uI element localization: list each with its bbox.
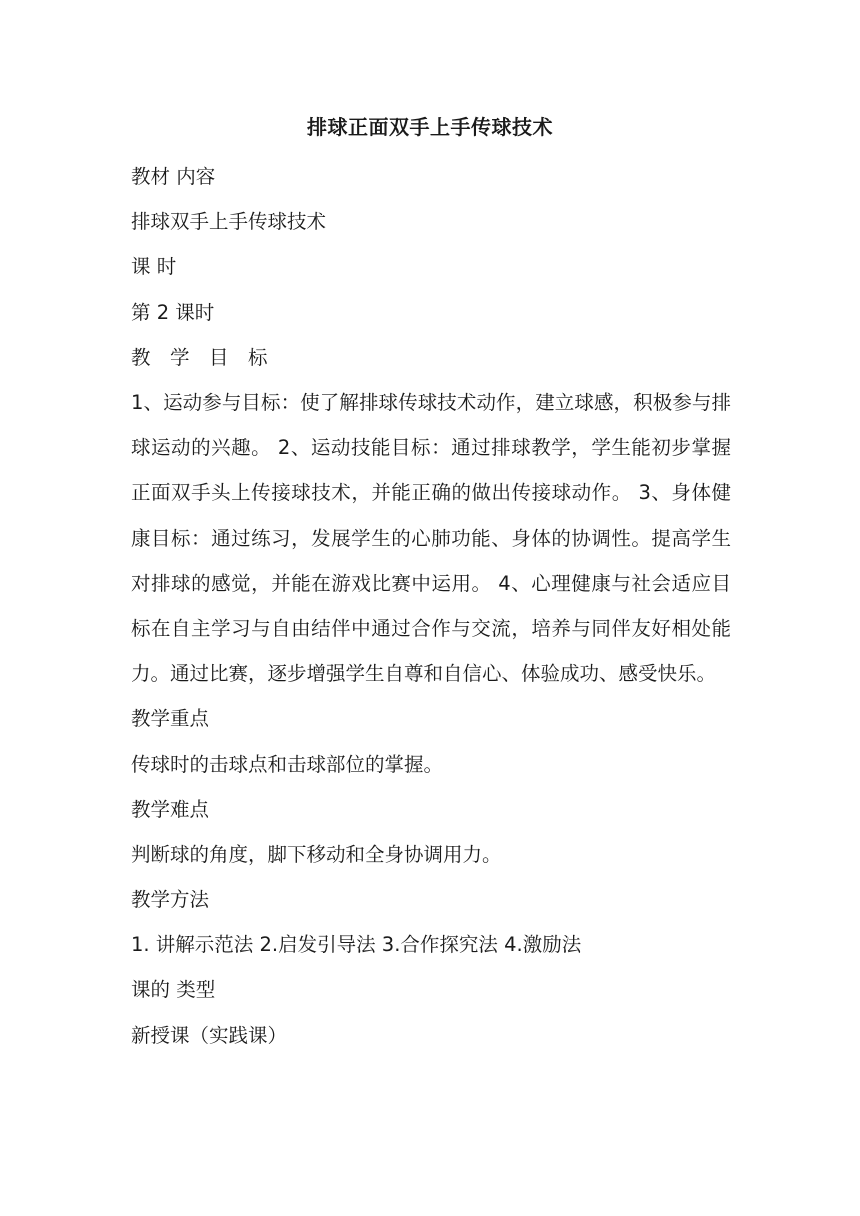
section-heading-lesson-type: 课的 类型 bbox=[131, 978, 216, 1002]
section-body-objectives: 1、运动参与目标：使了解排球传球技术动作，建立球感，积极参与排球运动的兴趣。 2、运动技能目标：通过排球教学，学生能初步掌握正面双手头上传接球技术，并能正确的做出传接球动作。 3、身体健康目标：通过练习，发展学生的心肺功能、身体的协调性。提高学生对排球的感觉，并能在游戏比赛中运用。 4、心理健康与社会适应目标在自主学习与自由结伴中通过合作与交流，培养与同伴友好相处能力。通过比赛，逐步增强学生自尊和自信心、体验成功、感受快乐。 bbox=[131, 390, 731, 686]
section-body-lesson-type: 新授课（实践课） bbox=[131, 1023, 288, 1047]
section-body-difficulties: 判断球的角度，脚下移动和全身协调用力。 bbox=[131, 842, 502, 866]
section-heading-key-points: 教学重点 bbox=[131, 707, 210, 731]
section-body-methods: 1. 讲解示范法 2.启发引导法 3.合作探究法 4.激励法 bbox=[131, 933, 582, 957]
section-heading-lesson-hours: 课 时 bbox=[131, 255, 177, 279]
section-heading-methods: 教学方法 bbox=[131, 888, 210, 912]
section-heading-material: 教材 内容 bbox=[131, 165, 216, 188]
section-heading-objectives: 教 学 目 标 bbox=[131, 345, 268, 369]
section-body-lesson-hours: 第 2 课时 bbox=[131, 300, 215, 324]
section-heading-difficulties: 教学难点 bbox=[131, 797, 210, 821]
document-title: 排球正面双手上手传球技术 bbox=[307, 115, 553, 139]
section-body-material: 排球双手上手传球技术 bbox=[131, 210, 327, 234]
section-body-key-points: 传球时的击球点和击球部位的掌握。 bbox=[131, 752, 444, 776]
document-body bbox=[131, 154, 731, 1058]
